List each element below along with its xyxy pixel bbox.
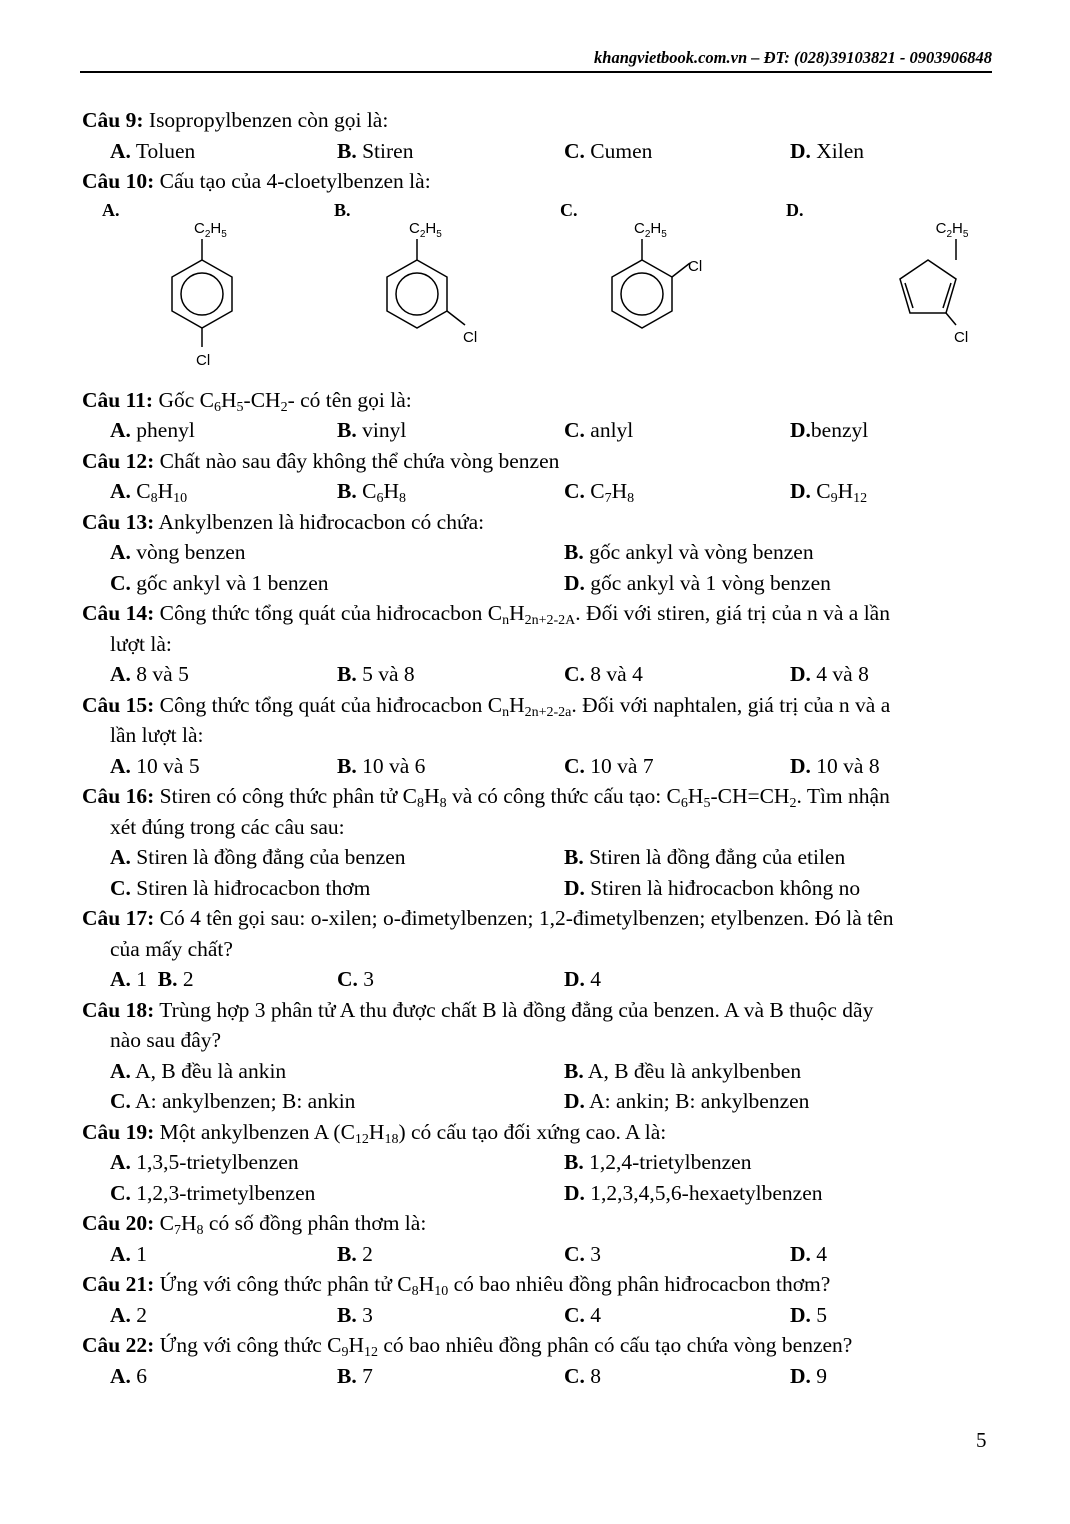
option-b[interactable]: B. $C_6H_8$ bbox=[337, 479, 406, 506]
option-b[interactable]: B. Stiren là đồng đẳng của etilen bbox=[564, 845, 846, 869]
option-b[interactable]: B. A, B đều là ankylbenben bbox=[564, 1058, 802, 1083]
option-d[interactable]: D. 10 và 8 bbox=[790, 753, 880, 778]
answer-options bbox=[82, 873, 990, 904]
svg-text:Cl: Cl bbox=[688, 257, 703, 275]
question-17: Câu 17: Có 4 tên gọi sau: o-xilen; o-đimetylbenzen; 1,2-đimetylbenzen; etylbenzen. Đó là tên bbox=[82, 906, 894, 930]
answer-options bbox=[82, 415, 990, 446]
question-number: Câu 21: bbox=[82, 1272, 155, 1296]
question-19: Câu 19: Một ankylbenzen A $(C_{12}H_{18})$ có cấu tạo đối xứng cao. A là: bbox=[82, 1119, 667, 1147]
question-continuation: lượt là: bbox=[110, 631, 172, 656]
option-d[interactable]: D. 4 bbox=[564, 967, 602, 991]
option-c[interactable]: C. 3 bbox=[564, 1241, 602, 1266]
question-15: Câu 15: Công thức tổng quát của hiđrocacbon $C_nH_{2n+2-2a}$. Đối với naphtalen, giá trị của n và a bbox=[82, 692, 891, 720]
option-a[interactable]: A. phenyl bbox=[110, 418, 195, 442]
svg-text:C2H5: $C_2H_5$ bbox=[634, 219, 667, 240]
option-d[interactable]: D. A: ankin; B: ankylbenzen bbox=[564, 1089, 810, 1113]
option-d[interactable]: D. Stiren là hiđrocacbon không no bbox=[564, 875, 861, 900]
answer-options bbox=[82, 568, 990, 599]
option-d-label[interactable]: D. bbox=[786, 199, 804, 220]
option-b[interactable]: B. vinyl bbox=[337, 418, 407, 442]
question-11: Câu 11: Gốc $C_6H_5-CH_2-$ có tên gọi là: bbox=[82, 387, 412, 415]
question-number: Câu 20: bbox=[82, 1211, 155, 1235]
option-d[interactable]: D. 9 bbox=[790, 1363, 828, 1388]
option-c[interactable]: C. 4 bbox=[564, 1302, 602, 1327]
option-b[interactable]: B. 10 và 6 bbox=[337, 753, 426, 778]
question-continuation: nào sau đây? bbox=[110, 1028, 222, 1052]
question-number: Câu 18: bbox=[82, 997, 155, 1022]
option-c[interactable]: C. Stiren là hiđrocacbon thơm bbox=[110, 875, 371, 900]
answer-options bbox=[82, 136, 990, 167]
page-header: khangvietbook.com.vn – ĐT: (028)39103821 - 0903906848 bbox=[594, 48, 992, 67]
svg-text:Cl: Cl bbox=[463, 328, 478, 346]
structure-options bbox=[82, 197, 990, 385]
question-number: Câu 15: bbox=[82, 692, 155, 717]
question-number: Câu 16: bbox=[82, 784, 155, 808]
option-b[interactable]: B. gốc ankyl và vòng benzen bbox=[564, 540, 814, 564]
option-d[interactable]: D.benzyl bbox=[790, 418, 869, 442]
option-b[interactable]: B. 2 bbox=[337, 1241, 373, 1266]
question-number: Câu 11: bbox=[82, 387, 154, 412]
question-continuation: của mấy chất? bbox=[110, 936, 233, 961]
question-13: Câu 13: Ankylbenzen là hiđrocacbon có chứa: bbox=[82, 509, 485, 534]
option-d[interactable]: D. 1,2,3,4,5,6-hexaetylbenzen bbox=[564, 1180, 823, 1205]
option-a[interactable]: A. 1 bbox=[110, 1241, 148, 1266]
answer-options bbox=[82, 1147, 990, 1178]
option-b[interactable]: B. 7 bbox=[337, 1363, 373, 1388]
structure-c-ortho-chloroethylbenzene[interactable] bbox=[602, 217, 722, 367]
option-d[interactable]: D. gốc ankyl và 1 vòng benzen bbox=[564, 570, 831, 595]
ethyl-label: $C_2H_5$ bbox=[194, 219, 227, 240]
question-continuation: lần lượt là: bbox=[110, 723, 204, 747]
header-rule bbox=[80, 71, 992, 73]
answer-options bbox=[82, 751, 990, 782]
svg-text:Cl: Cl bbox=[954, 328, 969, 346]
svg-text:C2H5: $C_2H_5$ bbox=[935, 219, 969, 240]
option-a[interactable]: A. 1 bbox=[110, 967, 148, 991]
option-b[interactable]: B. 2 bbox=[157, 967, 194, 991]
question-number: Câu 9: bbox=[82, 108, 144, 132]
answer-options bbox=[82, 1178, 990, 1209]
option-d[interactable]: D. Xilen bbox=[790, 138, 865, 163]
question-22: Câu 22: Ứng với công thức $C_9H_{12}$ có bao nhiêu đồng phân có cấu tạo chứa vòng benzen? bbox=[82, 1333, 853, 1360]
question-16: Câu 16: Stiren có công thức phân tử $C_8H_8$ và có công thức cấu tạo: $C_6H_5-CH=CH_2$. Tìm nhận bbox=[82, 784, 890, 811]
answer-options bbox=[82, 1361, 990, 1392]
question-number: Câu 10: bbox=[82, 169, 155, 193]
question-14: Câu 14: Công thức tổng quát của hiđrocacbon $C_nH_{2n+2-2A}$. Đối với stiren, giá trị của n và a lần bbox=[82, 601, 890, 628]
option-a[interactable]: A. 8 và 5 bbox=[110, 662, 189, 686]
question-number: Câu 13: bbox=[82, 509, 155, 534]
option-b[interactable]: B. 1,2,4-trietylbenzen bbox=[564, 1150, 752, 1174]
option-c[interactable]: C. 8 bbox=[564, 1363, 602, 1388]
option-a[interactable]: A. 6 bbox=[110, 1363, 148, 1388]
option-c[interactable]: C. 3 bbox=[337, 967, 375, 991]
option-c[interactable]: C. A: ankylbenzen; B: ankin bbox=[110, 1089, 356, 1113]
question-number: Câu 14: bbox=[82, 601, 155, 625]
answer-options bbox=[82, 1239, 990, 1270]
question-20: Câu 20: $C_7H_8$ có số đồng phân thơm là: bbox=[82, 1211, 427, 1238]
question-number: Câu 12: bbox=[82, 448, 155, 473]
option-c[interactable]: C. Cumen bbox=[564, 138, 653, 163]
option-c-label[interactable]: C. bbox=[560, 199, 578, 220]
option-b-label[interactable]: B. bbox=[334, 199, 351, 220]
question-number: Câu 19: bbox=[82, 1119, 155, 1144]
option-d[interactable]: D. 4 và 8 bbox=[790, 662, 869, 686]
option-a[interactable]: A. vòng benzen bbox=[110, 540, 246, 564]
option-c[interactable]: C. 8 và 4 bbox=[564, 662, 643, 686]
option-d[interactable]: D. 5 bbox=[790, 1302, 828, 1327]
option-a[interactable]: A. Stiren là đồng đẳng của benzen bbox=[110, 845, 406, 869]
page-number: 5 bbox=[976, 1428, 987, 1452]
option-c[interactable]: C. anlyl bbox=[564, 418, 634, 442]
option-b[interactable]: B. 5 và 8 bbox=[337, 662, 415, 686]
option-a[interactable]: A. $C_8H_{10}$ bbox=[110, 479, 188, 506]
question-9: Câu 9: Isopropylbenzen còn gọi là: bbox=[82, 108, 389, 132]
question-18: Câu 18: Trùng hợp 3 phân tử A thu được chất B là đồng đẳng của benzen. A và B thuộc dãy bbox=[82, 997, 874, 1022]
question-12: Câu 12: Chất nào sau đây không thể chứa vòng benzen bbox=[82, 448, 560, 473]
answer-options bbox=[82, 1300, 990, 1331]
chloro-label: Cl bbox=[196, 351, 211, 369]
structure-a-para-chloroethylbenzene[interactable] bbox=[162, 217, 252, 367]
option-b[interactable]: B. 3 bbox=[337, 1302, 373, 1327]
answer-options bbox=[82, 842, 990, 873]
option-a[interactable]: A. 2 bbox=[110, 1302, 148, 1327]
question-number: Câu 22: bbox=[82, 1333, 155, 1357]
option-c[interactable]: C. $C_7H_8$ bbox=[564, 479, 635, 506]
option-a-label[interactable]: A. bbox=[102, 199, 120, 220]
answer-options bbox=[82, 1056, 990, 1087]
answer-options bbox=[82, 1086, 990, 1117]
option-d[interactable]: D. 4 bbox=[790, 1241, 828, 1266]
option-d[interactable]: D. $C_9H_{12}$ bbox=[790, 479, 868, 506]
question-list bbox=[82, 105, 990, 1391]
question-number: Câu 17: bbox=[82, 906, 155, 930]
option-b[interactable]: B. Stiren bbox=[337, 138, 414, 163]
answer-options bbox=[82, 476, 990, 507]
option-c[interactable]: C. gốc ankyl và 1 benzen bbox=[110, 570, 329, 595]
answer-options bbox=[82, 659, 990, 690]
option-a[interactable]: A. Toluen bbox=[110, 138, 196, 163]
question-continuation: xét đúng trong các câu sau: bbox=[110, 814, 345, 839]
answer-options bbox=[82, 964, 990, 995]
question-21: Câu 21: Ứng với công thức phân tử $C_8H_{10}$ có bao nhiêu đồng phân hiđrocacbon thơm? bbox=[82, 1272, 831, 1299]
option-c[interactable]: C. 1,2,3-trimetylbenzen bbox=[110, 1180, 316, 1205]
option-a[interactable]: A. 10 và 5 bbox=[110, 753, 200, 778]
option-a[interactable]: A. 1,3,5-trietylbenzen bbox=[110, 1150, 299, 1174]
answer-options bbox=[82, 537, 990, 568]
svg-text:C2H5: $C_2H_5$ bbox=[409, 219, 442, 240]
option-c[interactable]: C. 10 và 7 bbox=[564, 753, 654, 778]
question-10: Câu 10: Cấu tạo của 4-cloetylbenzen là: bbox=[82, 169, 431, 193]
structure-d-cyclopentadiene[interactable] bbox=[842, 217, 969, 367]
option-a[interactable]: A. A, B đều là ankin bbox=[110, 1058, 287, 1083]
structure-b-meta-chloroethylbenzene[interactable] bbox=[377, 217, 497, 367]
